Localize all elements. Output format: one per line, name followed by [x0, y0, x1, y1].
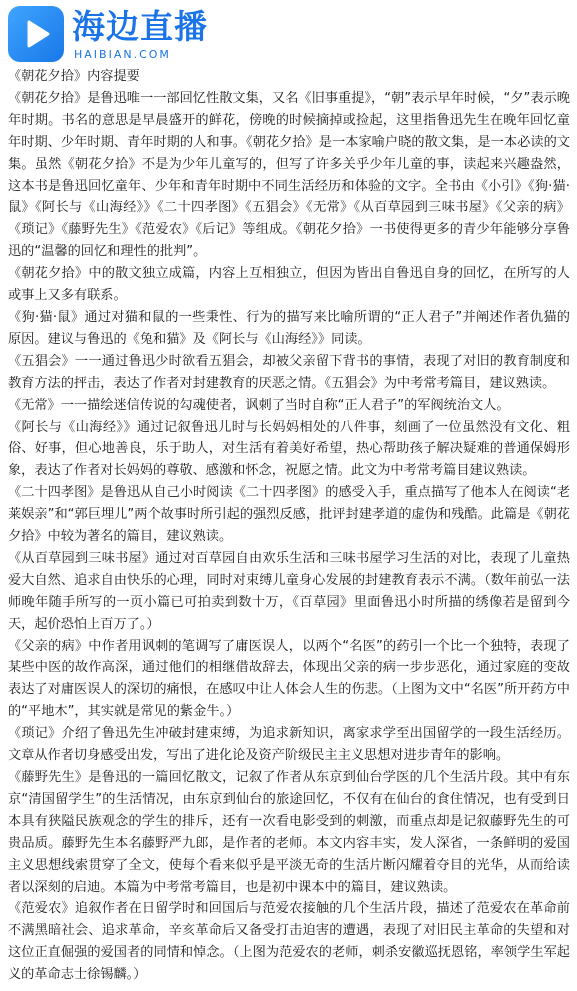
article-paragraph: 《朝花夕拾》中的散文独立成篇，内容上互相独立，但因为皆出自鲁迅自身的回忆，在所写的人或事上又多有联系。: [8, 266, 570, 304]
article-paragraph: 《五猖会》一一通过鲁迅少时欲看五猖会，却被父亲留下背书的事情，表现了对旧的教育制度和教育方法的抨击，表达了作者对封建教育的厌恶之情。《五猖会》为中考常考篇目，建议熟读。: [8, 353, 570, 391]
article-paragraph: 《父亲的病》中作者用讽刺的笔调写了庸医误人，以两个“名医”的药引一个比一个独特，表现了某些中医的故作高深，通过他们的相继借故辞去，体现出父亲的病一步步恶化，通过家庭的变故表达了对庸医误人的深切的痛恨，在感叹中让人体会人生的伤悲。（上图为文中“名医”所开药方中的“平地木”，其实就是常见的紫金牛。）: [8, 638, 570, 720]
article-paragraph: 《二十四孝图》是鲁迅从自己小时阅读《二十四孝图》的感受入手，重点描写了他本人在阅读“老莱娱亲”和“郭巨埋儿”两个故事时所引起的强烈反感，批评封建孝道的虚伪和残酷。此篇是《朝花夕拾》中较为著名的篇目，建议熟读。: [8, 485, 571, 545]
site-logo-title[interactable]: 海边直播: [72, 7, 208, 46]
article-paragraph: 《朝花夕拾》是鲁迅唯一一部回忆性散文集，又名《旧事重提》，“朝”表示早年时候，“夕”表示晚年时期。书名的意思是早晨盛开的鲜花，傍晚的时候摘掉或捡起，这里指鲁迅先生在晚年回忆童年时期、少年时期、青年时期的人和事。《朝花夕拾》是一本家喻户晓的散文集，是一本必读的文集。虽然《朝花夕拾》不是为少年儿童写的，但写了许多关乎少年儿童的事，读起来兴趣盎然，这本书是鲁迅回忆童年、少年和青年时期中不同生活经历和体验的文字。全书由《小引》《狗·猫·鼠》《阿长与《山海经》》《二十四孝图》《五猖会》《无常》《从百草园到三味书屋》《父亲的病》《琐记》《藤野先生》《范爱农》《后记》等组成。《朝花夕拾》一书使得更多的青少年能够分享鲁迅的“温馨的回忆和理性的批判”。: [8, 90, 570, 260]
article-paragraph: 《范爱农》追叙作者在日留学时和回国后与范爱农接触的几个生活片段，描述了范爱农在革命前不满黑暗社会、追求革命，辛亥革命后又备受打击迫害的遭遇，表现了对旧民主革命的失望和对这位正直倔强的爱国者的同情和悼念。（上图为范爱农的老师，刺杀安徽巡抚恩铭，率领学生军起义的革命志士徐锡麟。）: [8, 901, 570, 983]
article-paragraph: 《狗·猫·鼠》通过对猫和鼠的一些秉性、行为的描写来比喻所谓的“正人君子”并阐述作者仇猫的原因。建议与鲁迅的《兔和猫》及《阿长与《山海经》》同读。: [8, 309, 570, 347]
article-paragraph: 《藤野先生》是鲁迅的一篇回忆散文，记叙了作者从东京到仙台学医的几个生活片段。其中有东京“清国留学生”的生活情况，由东京到仙台的旅途回忆，不仅有在仙台的食住情况，也有受到日本具有狭隘民族观念的学生的排斥，还有一次看电影受到的刺激，而重点却是记叙藤野先生的可贵品质。藤野先生本名藤野严九郎，是作者的老师。本文内容丰实，发人深省，一条鲜明的爱国主义思想线索贯穿了全文，使每个看来似乎是平淡无奇的生活片断闪耀着夺目的光华，从而给读者以深刻的启迪。本篇为中考常考篇目，也是初中课本中的篇目，建议熟读。: [8, 770, 570, 895]
site-domain: HAIBIAN.COM: [74, 48, 171, 61]
article-paragraph: 《阿长与《山海经》》通过记叙鲁迅儿时与长妈妈相处的八件事，刻画了一位虽然没有文化、粗俗、好事，但心地善良，乐于助人，对生活有着美好希望，热心帮助孩子解决疑难的普通保姆形象，表达了作者对长妈妈的尊敬、感激和怀念，祝愿之情。此文为中考常考篇目建议熟读。: [8, 419, 570, 479]
article-paragraph: 《从百草园到三味书屋》通过对百草园自由欢乐生活和三味书屋学习生活的对比，表现了儿童热爱大自然、追求自由快乐的心理，同时对束缚儿童身心发展的封建教育表示不满。（数年前弘一法师晚年随手所写的一页小篇已可拍卖到数十万，《百草园》里面鲁迅小时所描的绣像若是留到今天，起价恐怕上百万了。）: [8, 550, 570, 632]
article-paragraph: 《无常》一一描绘迷信传说的勾魂使者，讽刺了当时自称“正人君子”的军阀统治文人。: [8, 397, 510, 413]
article-body: [8, 66, 570, 986]
article-paragraph: 《琐记》介绍了鲁迅先生冲破封建束缚，为追求新知识，离家求学至出国留学的一段生活经历。文章从作者切身感受出发，写出了进化论及资产阶级民主主义思想对进步青年的影响。: [8, 726, 570, 764]
article-heading: 《朝花夕拾》内容提要: [8, 69, 140, 84]
site-header: [8, 6, 308, 62]
play-icon[interactable]: [8, 6, 64, 62]
